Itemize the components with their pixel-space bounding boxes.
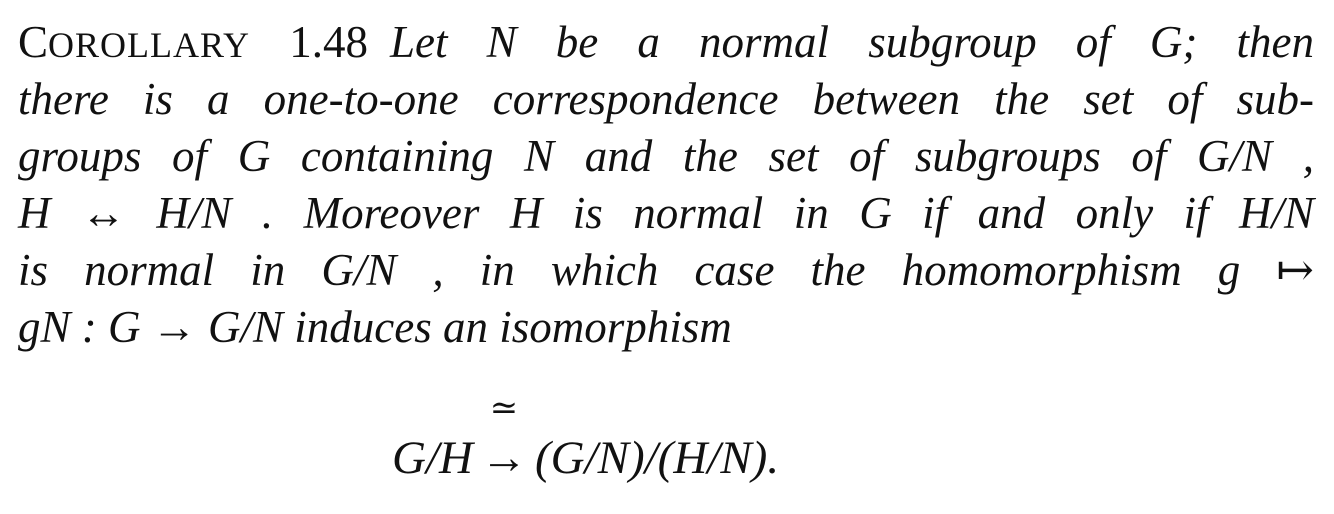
statement-line-1-text: Let N be a normal subgroup of G; then: [389, 17, 1314, 67]
corollary-block: [18, 14, 1314, 356]
isomorphism-display-equation: [392, 390, 780, 498]
corollary-heading: COROLLARY 1.48: [18, 17, 368, 67]
statement-line-2: there is a one-to-one correspondence between the set of sub-: [18, 74, 1314, 124]
isomorphic-symbol: ≃: [489, 390, 519, 427]
corollary-number: 1.48: [289, 17, 368, 67]
quotient-g-by-h: G/H: [392, 432, 473, 484]
statement-line-5: is normal in G/N , in which case the homomorphism g ↦: [18, 245, 1314, 295]
statement-line-6: gN : G → G/N induces an isomorphism: [18, 302, 732, 352]
statement-line-3: groups of G containing N and the set of subgroups of G/N ,: [18, 131, 1314, 181]
isomorphism-arrow-icon: [479, 390, 529, 498]
statement-line-1: [18, 14, 1314, 71]
double-quotient: (G/N)/(H/N).: [534, 432, 780, 484]
arrow-symbol: →: [480, 432, 528, 484]
statement-line-4: H ↔ H/N . Moreover H is normal in G if and only if H/N: [18, 188, 1314, 238]
